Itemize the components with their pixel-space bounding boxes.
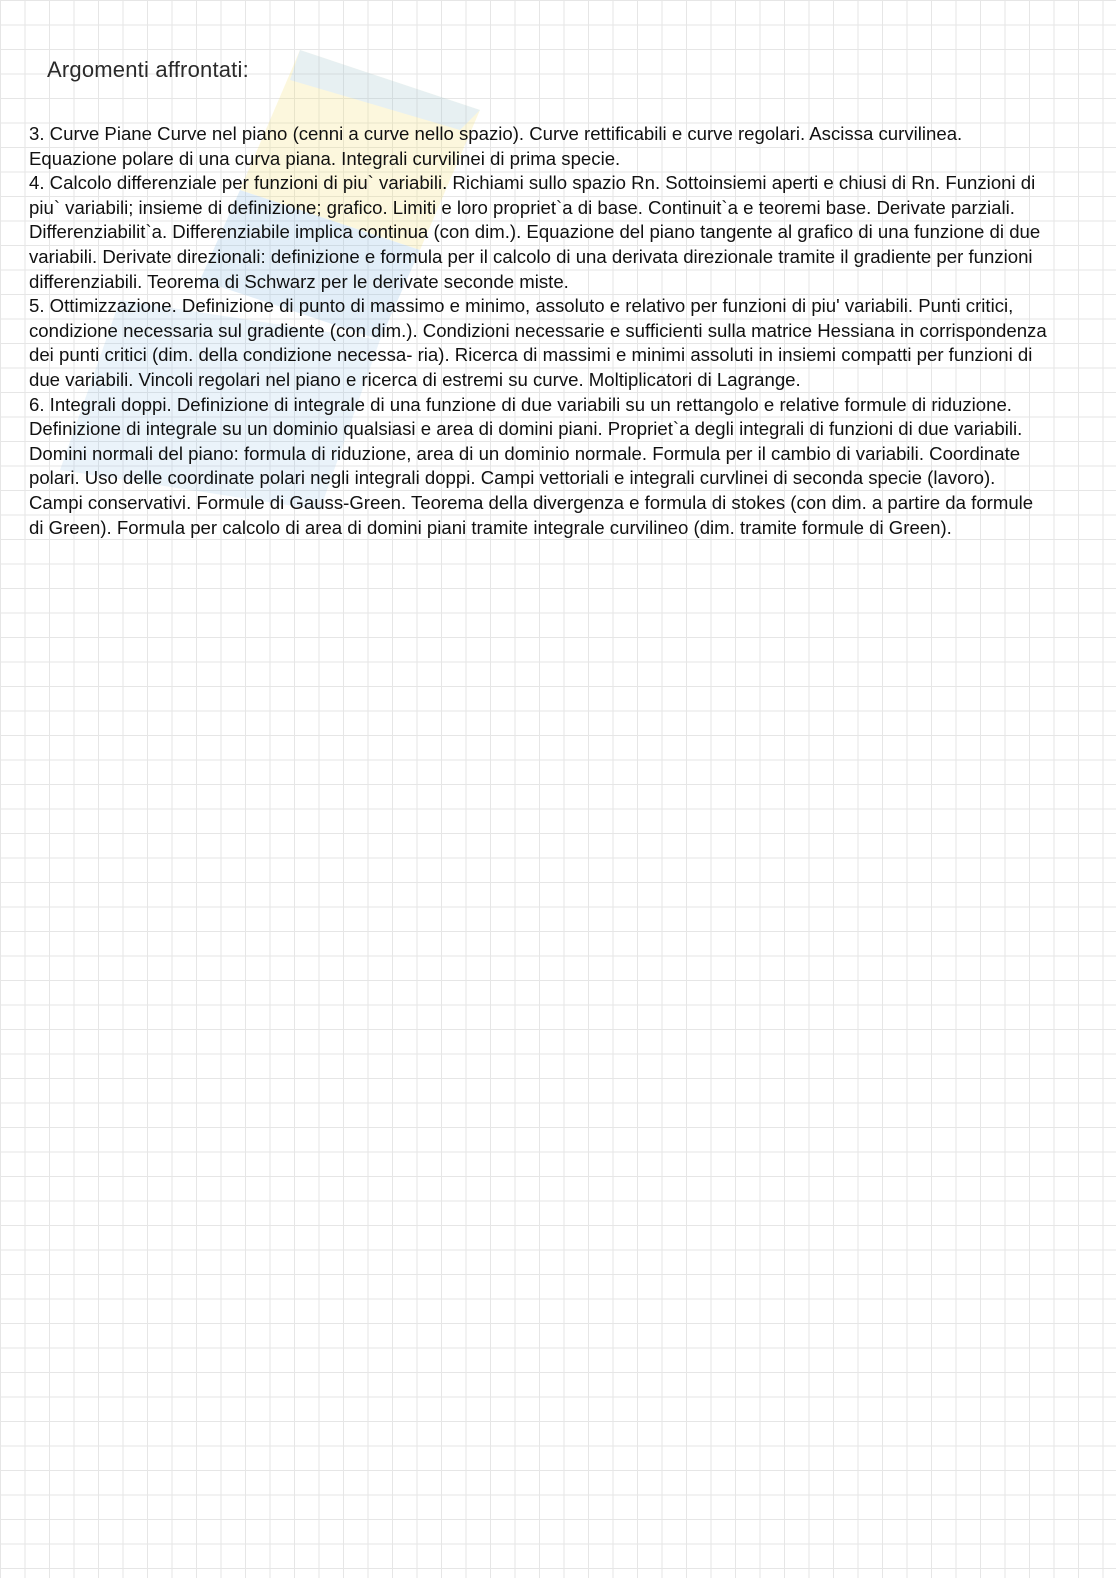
topics-list — [29, 122, 1049, 540]
topic-5-paragraph: 5. Ottimizzazione. Definizione di punto di massimo e minimo, assoluto e relativo per funzioni di piu' variabili. Punti critici, condizione necessaria sul gradiente (con dim.). Condizioni necessarie e sufficienti sulla matrice Hessiana in corrispondenza dei punti critici (dim. della condizione necessa- ria). Ricerca di massimi e minimi assoluti in insiemi compatti per funzioni di due variabili. Vincoli regolari nel piano e ricerca di estremi su curve. Moltiplicatori di Lagrange. — [29, 295, 1047, 390]
topic-4-paragraph: 4. Calcolo differenziale per funzioni di piu` variabili. Richiami sullo spazio Rn. Sottoinsiemi aperti e chiusi di Rn. Funzioni di piu` variabili; insieme di definizione; grafico. Limiti e loro propriet`a di base. Continuit`a e teoremi base. Derivate parziali. Differenziabilit`a. Differenziabile implica continua (con dim.). Equazione del piano tangente al grafico di una funzione di due variabili. Derivate direzionali: definizione e formula per il calcolo di una derivata direzionale tramite il gradiente per funzioni differenziabili. Teorema di Schwarz per le derivate seconde miste. — [29, 172, 1041, 292]
topic-6-paragraph: 6. Integrali doppi. Definizione di integrale di una funzione di due variabili su un rettangolo e relative formule di riduzione. Definizione di integrale su un dominio qualsiasi e area di domini piani. Propriet`a degli integrali di funzioni di due variabili. Domini normali del piano: formula di riduzione, area di un dominio normale. Formula per il cambio di variabili. Coordinate polari. Uso delle coordinate polari negli integrali doppi. Campi vettoriali e integrali curvlinei di seconda specie (lavoro). Campi conservativi. Formule di Gauss-Green. Teorema della divergenza e formula di stokes (con dim. a partire da formule di Green). Formula per calcolo di area di domini piani tramite integrale curvilineo (dim. tramite formule di Green). — [29, 393, 1034, 538]
page-title: Argomenti affrontati: — [47, 57, 249, 82]
topic-3-paragraph: 3. Curve Piane Curve nel piano (cenni a curve nello spazio). Curve rettificabili e curve regolari. Ascissa curvilinea. Equazione polare di una curva piana. Integrali curvilinei di prima specie. — [29, 123, 963, 169]
